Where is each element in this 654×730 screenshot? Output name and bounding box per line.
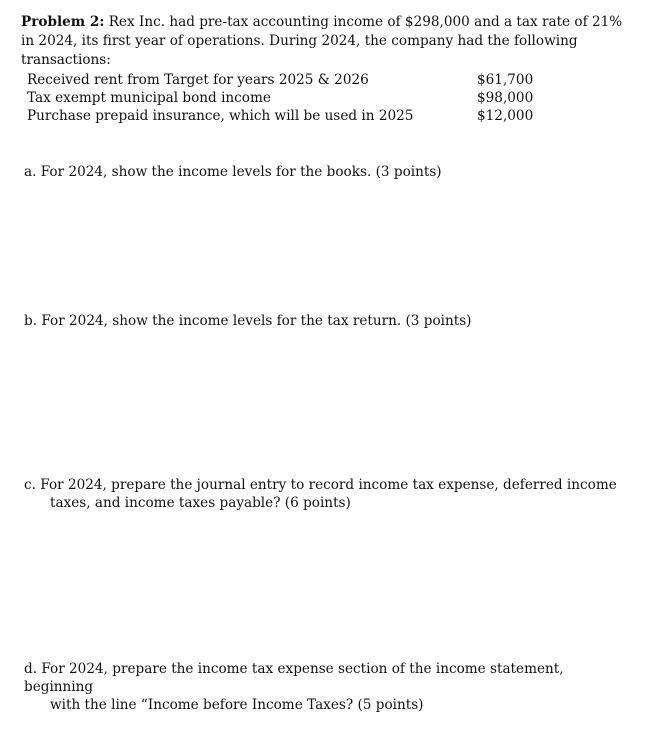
transaction-label: Purchase prepaid insurance, which will be used in 2025 — [27, 108, 414, 124]
transaction-row — [27, 107, 547, 125]
transaction-amount: $61,700 — [477, 72, 534, 88]
question-b-text: b. For 2024, show the income levels for the tax return. (3 points) — [24, 313, 472, 329]
question-d-line1: d. For 2024, prepare the income tax expense section of the income statement, beginning — [24, 661, 564, 695]
transaction-amount: $98,000 — [477, 90, 534, 106]
transaction-row — [27, 71, 547, 89]
transactions-list — [27, 71, 547, 125]
transaction-amount: $12,000 — [477, 108, 534, 124]
question-c — [24, 476, 624, 512]
transaction-label: Tax exempt municipal bond income — [27, 90, 271, 106]
transaction-row — [27, 89, 547, 107]
question-d-line2: with the line “Income before Income Taxes? (5 points) — [50, 697, 424, 713]
question-a — [24, 163, 624, 181]
question-a-text: a. For 2024, show the income levels for the books. (3 points) — [24, 164, 442, 180]
question-c-line2: taxes, and income taxes payable? (6 points) — [50, 495, 351, 511]
problem-text: Rex Inc. had pre-tax accounting income of $298,000 and a tax rate of 21% in 2024, its first year of operations. During 2024, the company had the following transactions: — [21, 14, 623, 68]
question-c-line1: c. For 2024, prepare the journal entry to record income tax expense, deferred income — [24, 477, 617, 493]
problem-statement — [21, 13, 636, 70]
question-b — [24, 312, 624, 330]
question-d — [24, 660, 624, 714]
transaction-label: Received rent from Target for years 2025 & 2026 — [27, 72, 369, 88]
problem-label: Problem 2: — [21, 14, 105, 30]
